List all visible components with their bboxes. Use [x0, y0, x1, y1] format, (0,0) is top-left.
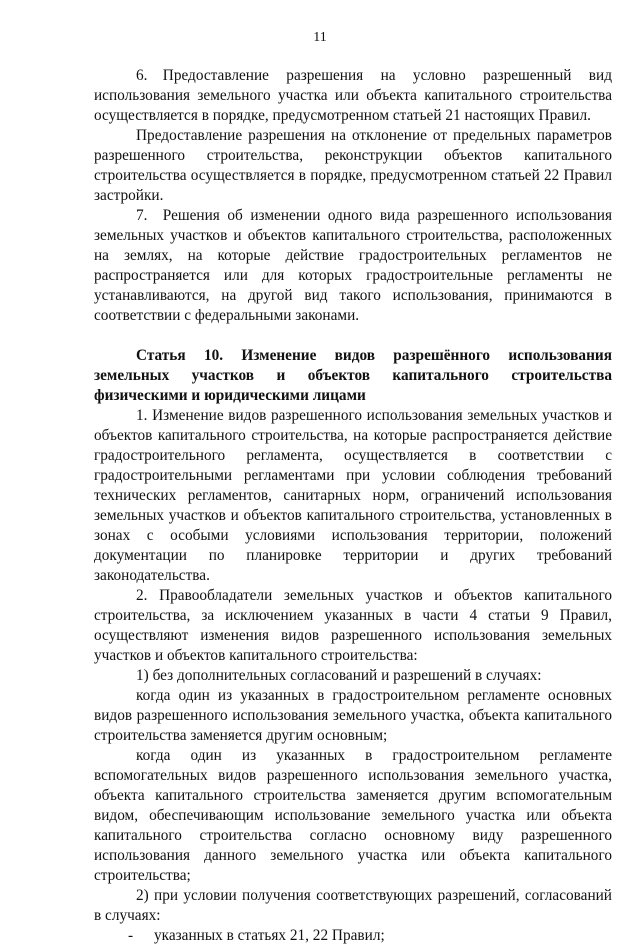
- paragraph-6-continuation: Предоставление разрешения на отклонение от предельных параметров разрешенного строительства, реконструкции объектов капитального строительства осуществляется в порядке, предусмотренном статьей 22 Правил застройки.: [94, 127, 612, 204]
- article-10-subitem-1: 1) без дополнительных согласований и разрешений в случаях:: [136, 667, 542, 684]
- paragraph-7: 7. Решения об изменении одного вида разрешенного использования земельных участков и объектов капитального строительства, расположенных на землях, на которые действие градостроительных регламентов не распространяется или для которых градостроительные регламенты не устанавливаются, на другой вид такого использования, принимаются в соответствии с федеральными законами.: [94, 207, 612, 324]
- document-body: [94, 66, 612, 946]
- article-10-heading: Статья 10. Изменение видов разрешённого использования земельных участков и объектов капитального строительства физическими и юридическими лицами: [94, 347, 612, 404]
- paragraph-6: 6. Предоставление разрешения на условно разрешенный вид использования земельного участка или объекта капитального строительства осуществляется в порядке, предусмотренном статьей 21 настоящих Правил.: [94, 67, 612, 124]
- page-number: 11: [313, 30, 327, 45]
- article-10-case-2: когда один из указанных в градостроительном регламенте вспомогательных видов разрешенного использования земельного участка, объекта капитального строительства заменяется другим вспомогательным видом, обеспечивающим использование земельного участка или объекта капитального строительства согласно основному виду разрешенного использования данного земельного участка или объекта капитального строительства;: [94, 747, 612, 884]
- dash-list-item: [128, 926, 612, 946]
- dash-marker: -: [128, 927, 134, 944]
- article-10-case-1: когда один из указанных в градостроительном регламенте основных видов разрешенного использования земельного участка, объекта капитального строительства заменяется другим основным;: [94, 687, 612, 744]
- article-10-item-2: 2. Правообладатели земельных участков и объектов капитального строительства, за исключением указанных в части 4 статьи 9 Правил, осуществляют изменения видов разрешенного использования земельных участков и объектов капитального строительства:: [94, 587, 612, 664]
- article-10-subitem-2: 2) при условии получения соответствующих разрешений, согласований в случаях:: [94, 887, 612, 924]
- dash-list-item-text: указанных в статьях 21, 22 Правил;: [154, 927, 385, 944]
- article-10-item-1: 1. Изменение видов разрешенного использования земельных участков и объектов капитального строительства, на которые распространяется действие градостроительного регламента, осуществляется в соответствии с градостроительными регламентами при условии соблюдения требований технических регламентов, санитарных норм, ограничений использования земельных участков и объектов капитального строительства, установленных в зонах с особыми условиями использования территории, положений документации по планировке территории и других требований законодательства.: [94, 407, 612, 584]
